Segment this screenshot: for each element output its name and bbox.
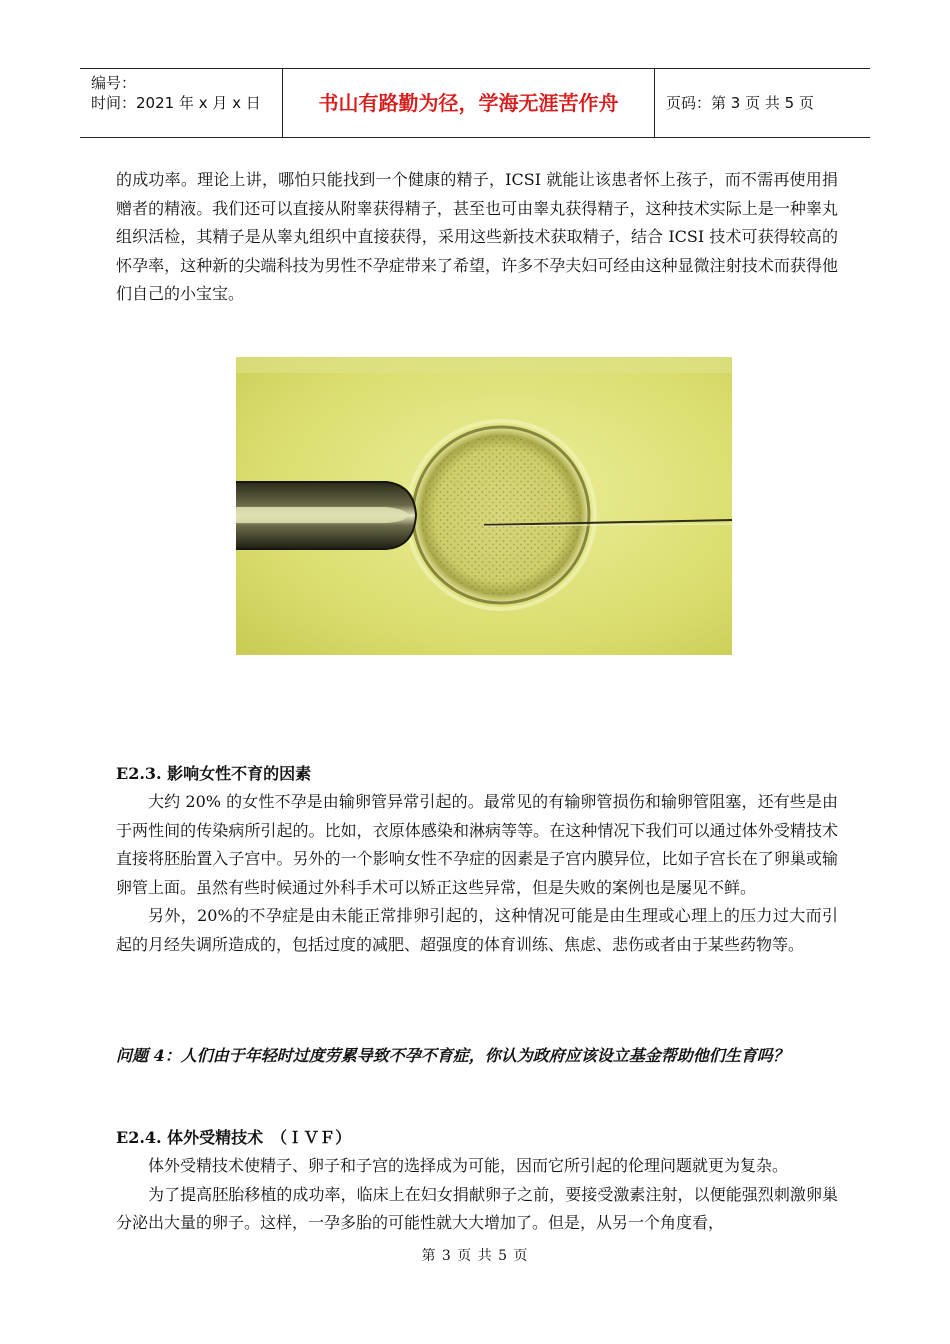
section-e23-paragraph-1: 大约 20% 的女性不孕是由输卵管异常引起的。最常见的有输卵管损伤和输卵管阻塞，还有些是由于两性间的传染病所引起的。比如，衣原体感染和淋病等等。在这种情况下我们可以通过体外受精技术直接将胚胎置入子宫中。另外的一个影响女性不孕症的因素是子宫内膜异位，比如子宫长在了卵巢或输卵管上面。虽然有些时候通过外科手术可以矫正这些异常，但是失败的案例也是屡见不鲜。 bbox=[116, 792, 838, 897]
page-header bbox=[80, 68, 870, 138]
time-label: 时间：2021 年 x 月 x 日 bbox=[91, 94, 261, 112]
section-e23-heading: E2.3. 影响女性不育的因素 bbox=[116, 764, 312, 783]
header-page-label: 页码：第 3 页 共 5 页 bbox=[666, 94, 814, 112]
intro-text-block bbox=[116, 166, 838, 309]
section-e24-paragraph-1: 体外受精技术使精子、卵子和子宫的选择成为可能，因而它所引起的伦理问题就更为复杂。 bbox=[148, 1156, 789, 1175]
intro-paragraph: 的成功率。理论上讲，哪怕只能找到一个健康的精子，ICSI 就能让该患者怀上孩子，而不需再使用捐赠者的精液。我们还可以直接从附睾获得精子，甚至也可由睾丸获得精子，这种技术实际上是一种睾丸组织活检，其精子是从睾丸组织中直接获得，采用这些新技术获取精子，结合 ICSI 技术可获得较高的怀孕率，这种新的尖端科技为男性不孕症带来了希望，许多不孕夫妇可经由这种显微注射技术而获得他们自己的小宝宝。 bbox=[116, 170, 838, 304]
section-e23-paragraph-2: 另外，20%的不孕症是由未能正常排卵引起的，这种情况可能是由生理或心理上的压力过大而引起的月经失调所造成的，包括过度的减肥、超强度的体育训练、焦虑、悲伤或者由于某些药物等。 bbox=[116, 906, 838, 954]
header-motto: 书山有路勤为径，学海无涯苦作舟 bbox=[283, 69, 655, 137]
icsi-microinjection-image bbox=[236, 357, 732, 655]
code-label: 编号： bbox=[91, 74, 137, 92]
section-e23-body bbox=[116, 788, 838, 960]
page-footer: 第 3 页 共 5 页 bbox=[421, 1248, 529, 1264]
question-4: 问题 4：人们由于年轻时过度劳累导致不孕不育症，你认为政府应该设立基金帮助他们生育吗？ bbox=[116, 1046, 789, 1065]
section-e24-body bbox=[116, 1152, 838, 1238]
section-e24-paragraph-2: 为了提高胚胎移植的成功率，临床上在妇女捐献卵子之前，要接受激素注射，以便能强烈刺激卵巢分泌出大量的卵子。这样，一孕多胎的可能性就大大增加了。但是，从另一个角度看， bbox=[116, 1184, 838, 1233]
header-meta-cell bbox=[80, 69, 283, 137]
section-e24-heading: E2.4. 体外受精技术 （ＩＶＦ） bbox=[116, 1128, 352, 1147]
